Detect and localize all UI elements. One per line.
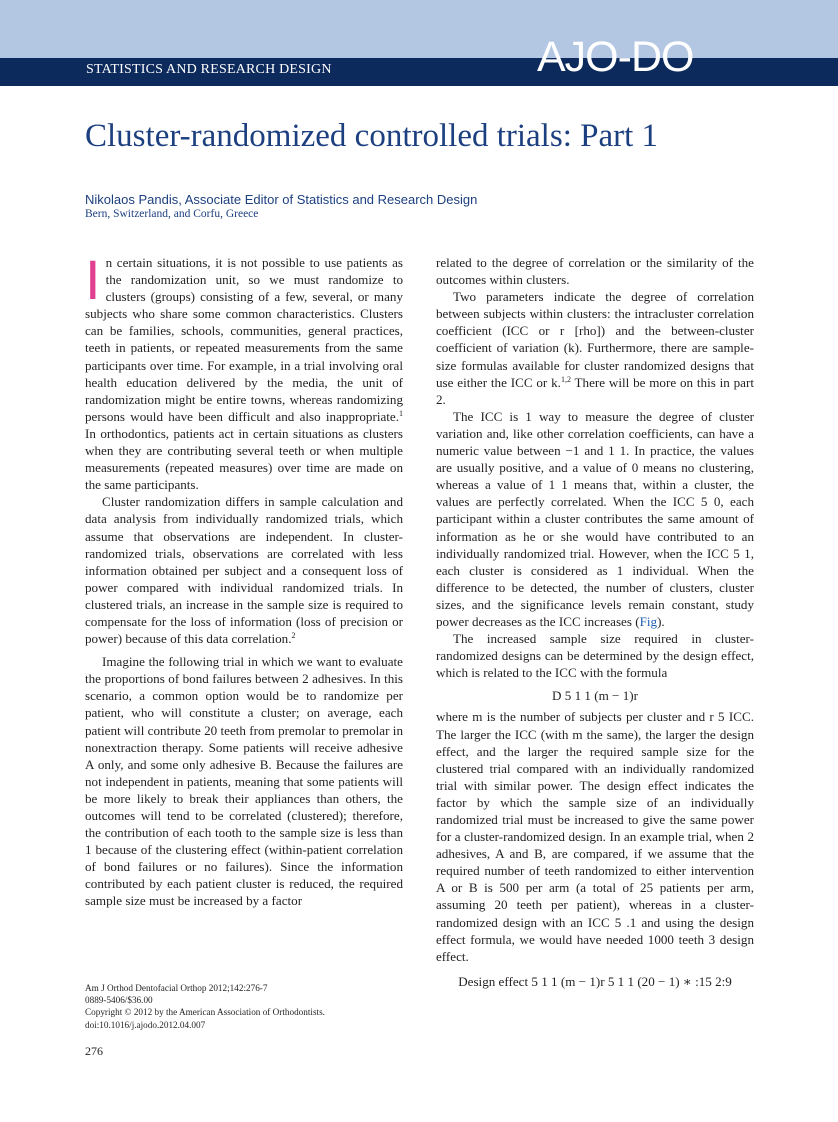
citation-price: 0889-5406/$36.00	[85, 995, 153, 1006]
section-label: STATISTICS AND RESEARCH DESIGN	[86, 62, 332, 77]
header-top-band	[0, 0, 838, 58]
page-number: 276	[85, 1044, 103, 1058]
paragraph-text: Cluster randomization differs in sample calculation and data analysis from individually randomized trials, which assume that observations are independent. In cluster-randomized trials, observations are correlated with less information obtained per subject and a consequent loss of power compared with individual randomized trials. In clustered trials, an increase in the sample size is required to compensate for the loss of information (loss of precision or power) because of this data correlation.	[85, 494, 403, 647]
paragraph-text: n certain situations, it is not possible to use patients as the randomization unit, so we must randomize to clusters (groups) consisting of a few, several, or many subjects who share some common characteristics. Clusters can be families, schools, communities, general practices, teeth in patients, or repeated measurements from the same participants over time. For example, in a trial involving oral health education delivered by the media, the unit of randomization might be entire towns, whereas randomizing persons would have been difficult and also inappropriate.	[85, 255, 403, 424]
citation-copyright: Copyright © 2012 by the American Association of Orthodontists.	[85, 1007, 325, 1018]
paragraph-text: The ICC is 1 way to measure the degree of cluster variation and, like other correlation coefficients, can have a numeric value between −1 and 1 1. In practice, the values are usually positive, and a value of 0 means no clustering, whereas a value of 1 1 means that, within a cluster, the values are perfectly correlated. When the ICC 5 0, each participant within a cluster contributes the same amount of information as he or she would have contributed to an individually randomized trial. However, when the ICC 5 1, each cluster is considered as 1 individual. When the difference to be detected, the number of clusters, cluster sizes, and the significance levels remain constant, study power decreases as the ICC increases (	[436, 408, 754, 629]
paragraph-text: ).	[657, 613, 665, 629]
paragraph-intro	[85, 248, 403, 493]
affiliation-line: Bern, Switzerland, and Corfu, Greece	[85, 208, 259, 220]
author-line: Nikolaos Pandis, Associate Editor of Statistics and Research Design	[85, 192, 478, 207]
figure-link[interactable]: Fig	[639, 613, 658, 629]
paragraph-design-effect: The increased sample size required in cluster-randomized designs can be determined by the design effect, which is related to the ICC with the formula	[436, 631, 754, 681]
citation-block	[85, 982, 325, 1031]
journal-logo: AJO-DO	[537, 33, 694, 81]
article-title: Cluster-randomized controlled trials: Part 1	[85, 118, 659, 154]
paragraph-example-trial: Imagine the following trial in which we want to evaluate the proportions of bond failures between 2 adhesives. In this scenario, a common option would be to randomize per patient, who will constitute a cluster; on average, each patient will contribute 20 teeth from premolar to premolar in nonextraction therapy. Some patients will receive adhesive A only, and some only adhesive B. Because the failures are not independent in patients, meaning that some patients will be more likely to break their appliances than others, the outcomes will tend to be correlated (clustered); therefore, the contribution of each tooth to the sample size is less than 1 because of the clustering effect (within-patient correlation of bond failures or no failures). Since the information contributed by each patient cluster is reduced, the required sample size must be increased by a factor	[85, 654, 403, 909]
left-column	[85, 248, 403, 910]
paragraph-formula-explanation: where m is the number of subjects per cluster and r 5 ICC. The larger the ICC (with m the same), the larger the design effect, and the larger the required sample size for the clustered trial compared with an individually randomized trial with similar power. The design effect indicates the factor by which the sample size of an individually randomized trial must be increased to give the same power for a cluster-randomized design. In an example trial, when 2 adhesives, A and B, are compared, if we assume that the required number of teeth randomized to either intervention A or B is 500 per arm (a total of 25 patients per arm, assuming 20 teeth per patient), whereas in a cluster-randomized design with an ICC 5 .1 and using the design effect formula, we would have needed 1000 teeth 3 design effect.	[436, 709, 754, 964]
paragraph-cluster-randomization	[85, 493, 403, 647]
citation-journal: Am J Orthod Dentofacial Orthop 2012;142:276-7	[85, 983, 268, 993]
reference-marker: 2	[291, 631, 296, 641]
paragraph-continuation: related to the degree of correlation or the similarity of the outcomes within clusters.	[436, 255, 754, 288]
reference-marker: 1,2	[560, 374, 571, 384]
reference-marker: 1	[399, 408, 403, 418]
paragraph-text: Two parameters indicate the degree of correlation between subjects within clusters: the intracluster correlation coefficient (ICC or r [rho]) and the between-cluster coefficient of variation (k). Furthermore, there are sample-size formulas available for cluster randomized designs that use either the ICC or k.	[436, 289, 754, 390]
paragraph-text: There will be more on this in part 2.	[436, 374, 754, 407]
paragraph-text: In orthodontics, patients act in certain situations as clusters when they are contributing several teeth or when multiple measurements (repeated measures) over time are made on the same participants.	[85, 425, 403, 493]
design-effect-calculation: Design effect 5 1 1 (m − 1)r 5 1 1 (20 − 1) ∗ :15 2:9	[458, 973, 732, 989]
right-column	[436, 254, 754, 990]
design-effect-formula: D 5 1 1 (m − 1)r	[552, 688, 638, 704]
paragraph-icc	[436, 408, 754, 630]
paragraph-parameters	[436, 288, 754, 408]
drop-cap: I	[85, 248, 101, 311]
citation-doi: doi:10.1016/j.ajodo.2012.04.007	[85, 1019, 206, 1030]
